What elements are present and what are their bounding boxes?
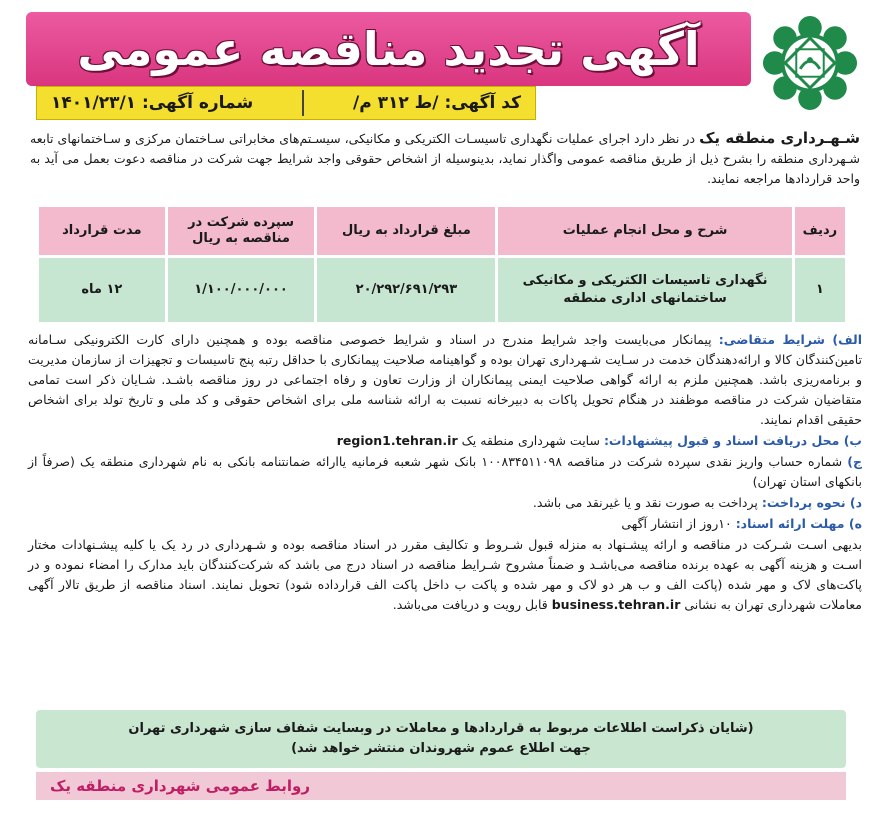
- condition-e-label: ه) مهلت ارائه اسناد:: [735, 516, 862, 531]
- condition-a-label: الف) شرایط متقاضی:: [718, 332, 862, 347]
- transparency-notice: [36, 710, 846, 768]
- row-deposit: ۱/۱۰۰/۰۰۰/۰۰۰: [168, 258, 315, 322]
- table-row: [39, 258, 845, 322]
- ad-code-label: کد آگهی:: [444, 93, 521, 113]
- closing-text: بدیهی اسـت شـرکت در مناقصه و ارائه پیشـنهاد به منزله قبول شـروط و تکالیف مقرر در اسناد مناقصه بوده و شـهرداری در رد یک یا کلیه پیشـنهادات مختار اسـت و هزینه آگهی به عهده برنده مناقصه می‌باشـد و ضمناً مشروح شـرایط مناقصه در اسناد درج می باشد که شرکت‌کنندگان باید مدارک را امضاء نموده و در پاکت‌های لاک و مهر شده (پاکت الف و ب هر دو لاک و مهر شده و پاکت ب داخل پاکت الف قرارداده شود) تحویل نمایند. اسناد مناقصه از طریق تالار آگهی معاملات شهرداری تهران به نشانی: [28, 537, 862, 612]
- organization-name: شـهـرداری منطقه یک: [699, 129, 861, 147]
- condition-e: [28, 514, 862, 534]
- condition-e-text: ۱۰روز از انتشار آگهی: [621, 516, 736, 531]
- notice-line2: جهت اطلاع عموم شهروندان منتشر خواهد شد): [291, 741, 591, 756]
- col-row-header: ردیف: [795, 207, 845, 255]
- condition-b-label: ب) محل دریافت اسناد و قبول پیشنهادات:: [603, 433, 862, 448]
- title-banner: [26, 12, 751, 86]
- closing-tail: قابل رویت و دریافت می‌باشد.: [392, 597, 552, 612]
- row-duration: ۱۲ ماه: [39, 258, 165, 322]
- condition-c-label: ج): [847, 454, 862, 469]
- condition-d-label: د) نحوه پرداخت:: [761, 495, 862, 510]
- condition-d-text: پرداخت به صورت نقد و یا غیرنقد می باشد.: [532, 495, 762, 510]
- col-deposit-header: سپرده شرکت در مناقصه به ریال: [168, 207, 315, 255]
- col-desc-header: شرح و محل انجام عملیات: [498, 207, 791, 255]
- col-amount-header: مبلغ قرارداد به ریال: [317, 207, 495, 255]
- row-number: ۱: [795, 258, 845, 322]
- footer-bar: [36, 772, 846, 800]
- footer-text: روابط عمومی شهرداری منطقه یک: [50, 777, 310, 795]
- row-amount: ۲۰/۲۹۲/۶۹۱/۲۹۳: [317, 258, 495, 322]
- ad-codes-bar: [36, 86, 536, 120]
- condition-c: [28, 452, 862, 492]
- intro-paragraph: [30, 128, 860, 189]
- condition-b: [28, 431, 862, 451]
- page-title: آگهی تجدید مناقصه عمومی: [77, 22, 700, 76]
- closing-paragraph: [28, 535, 862, 615]
- codes-divider: [302, 90, 304, 116]
- notice-line1: (شایان ذکراست اطلاعات مربوط به قراردادها و معاملات در وبسایت شفاف سازی شهرداری تهران: [128, 721, 754, 736]
- ad-code-value: /ط ۳۱۲ م/: [352, 93, 439, 113]
- row-description-line1: نگهداری تاسیسات الکتریکی و مکانیکی: [522, 273, 768, 288]
- tehran-municipality-logo: [761, 14, 859, 112]
- condition-b-text: سایت شهرداری منطقه یک: [457, 433, 604, 448]
- condition-a: [28, 330, 862, 430]
- row-description-line2: ساختمانهای اداری منطقه: [563, 291, 727, 306]
- ad-number-value: ۱۴۰۱/۲۳/۱: [51, 93, 137, 113]
- table-header-row: [39, 207, 845, 255]
- conditions-section: [28, 330, 862, 616]
- row-description: [498, 258, 791, 322]
- col-duration-header: مدت قرارداد: [39, 207, 165, 255]
- business-site-link[interactable]: business.tehran.ir: [551, 597, 681, 612]
- ad-number-label: شماره آگهی:: [141, 93, 254, 113]
- condition-d: [28, 493, 862, 513]
- region-site-link[interactable]: region1.tehran.ir: [336, 433, 458, 448]
- ad-code: [353, 93, 521, 113]
- ad-number: [51, 93, 253, 113]
- intro-text: در نظر دارد اجرای عملیات نگهداری تاسیسـات الکتریکی و مکانیکی، سیسـتم‌های مخابراتی سـاختمان مرکزی و سـاختمانهای تابعه شـهرداری منطقه را بشرح ذیل از طریق مناقصه عمومی واگذار نماید، بدینوسیله از اشخاص حقوقی واجد شرایط جهت شرکت در مناقصه دعوت بعمل می آید به واحد قراردادها مراجعه نمایند.: [30, 131, 860, 186]
- operations-table: [36, 204, 848, 325]
- condition-c-text: شماره حساب واریز نقدی سپرده شرکت در مناقصه ۱۰۰۸۳۴۵۱۱۰۹۸ بانک شهر شعبه فرمانیه یاارائه ضمانتنامه بانکی به نام شهرداری منطقه یک (صرفاً از بانکهای استان تهران): [28, 454, 862, 489]
- condition-a-text: پیمانکار می‌بایست واجد شرایط مندرج در اسناد و شرایط خصوصی مناقصه بوده و همچنین دارای کارت الکترونیکی سـامانه تامین‌کنندگان کالا و ارائه‌دهندگان خدمت در سـایت شـهرداری تهران بوده و گواهینامه صلاحیت پیمانکاری با حداقل رتبه پنج تاسیسات و تجهیزات از سازمان مدیریت و برنامه‌ریزی باشد. همچنین ملزم به ارائه گواهی صلاحیت ایمنی پیمانکاران از وزارت تعاون و رفاه اجتماعی در روز مناقصه باشـد. شـایان ذکر است تمامی متقاضیان شرکت در مناقصه موظفند در هنگام تحویل پاکات به دبیرخانه نسبت به ارائه شناسه ملی برای اشخاص حقوقی و کد ملی و تاریخ تولد برای اشخاص حقیقی اقدام نمایند.: [28, 332, 862, 427]
